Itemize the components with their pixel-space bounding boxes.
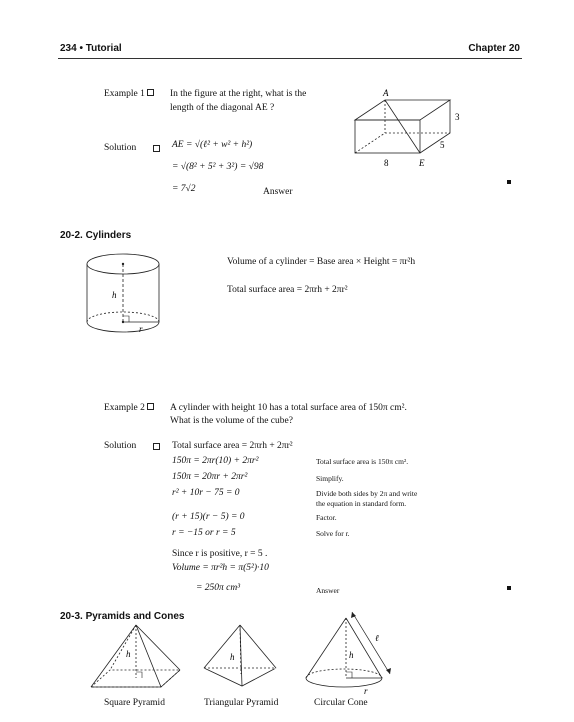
cylinder-volume-formula: Volume of a cylinder = Base area × Height = πr²h xyxy=(227,257,416,267)
example2-note2: Simplify. xyxy=(316,474,344,483)
header-right: Chapter 20 xyxy=(468,43,520,54)
section-title-pyramids-cones: 20-3. Pyramids and Cones xyxy=(60,611,185,622)
example2-question-1: A cylinder with height 10 has a total surface area of 150π cm². xyxy=(170,403,407,413)
box-icon xyxy=(153,145,160,152)
caption-square-pyramid: Square Pyramid xyxy=(104,698,165,708)
label-height: 3 xyxy=(455,112,460,122)
example1-step1: AE = √(ℓ² + w² + h²) xyxy=(172,140,253,150)
label-r: r xyxy=(364,686,368,696)
example2-note5: Solve for r. xyxy=(316,529,350,538)
example2-note1: Total surface area is 150π cm². xyxy=(316,457,409,466)
caption-circular-cone: Circular Cone xyxy=(314,698,368,708)
label-A: A xyxy=(383,88,389,98)
example1-question-1: In the figure at the right, what is the xyxy=(170,89,307,99)
box-icon xyxy=(153,443,160,450)
rectangular-box-figure xyxy=(350,88,460,178)
example2-question-2: What is the volume of the cube? xyxy=(170,416,293,426)
label-h: h xyxy=(112,290,117,300)
example2-line5: (r + 15)(r − 5) = 0 xyxy=(172,512,245,522)
example2-line6: r = −15 or r = 5 xyxy=(172,528,236,538)
label-h: h xyxy=(126,649,131,659)
example2-line2: 150π = 2πr(10) + 2πr² xyxy=(172,456,259,466)
label-h: h xyxy=(230,652,235,662)
example1-answer: Answer xyxy=(263,187,293,197)
example2-note4: Factor. xyxy=(316,513,337,522)
example2-line3: 150π = 20πr + 2πr² xyxy=(172,472,248,482)
example2-solution-label: Solution xyxy=(104,441,137,451)
example1-step2: = √(8² + 5² + 3²) = √98 xyxy=(172,162,264,172)
section-title-cylinders: 20-2. Cylinders xyxy=(60,230,132,241)
label-width: 5 xyxy=(440,140,445,150)
example2-note3a: Divide both sides by 2π and write xyxy=(316,489,418,498)
cylinder-surface-formula: Total surface area = 2πrh + 2πr² xyxy=(227,285,348,295)
label-E: E xyxy=(419,158,425,168)
example2-line4: r² + 10r − 75 = 0 xyxy=(172,488,240,498)
example1-question-2: length of the diagonal AE ? xyxy=(170,103,275,113)
circular-cone-figure xyxy=(302,608,397,696)
example1-label: Example 1 xyxy=(104,88,154,100)
label-h: h xyxy=(349,650,354,660)
end-mark-icon xyxy=(507,180,511,184)
label-length: 8 xyxy=(384,158,389,168)
example2-line9: = 250π cm³ xyxy=(196,583,241,593)
label-r: r xyxy=(139,324,143,334)
example2-label: Example 2 xyxy=(104,402,154,414)
example2-note3b: the equation in standard form. xyxy=(316,499,407,508)
caption-triangular-pyramid: Triangular Pyramid xyxy=(204,698,279,708)
example2-line1: Total surface area = 2πrh + 2πr² xyxy=(172,441,293,451)
example2-line8: Volume = πr²h = π(5²)·10 xyxy=(172,563,269,573)
example1-step3: = 7√2 xyxy=(172,184,196,194)
header-left: 234 • Tutorial xyxy=(60,43,122,54)
box-icon xyxy=(147,403,154,410)
square-pyramid-figure xyxy=(88,622,188,692)
cylinder-figure xyxy=(84,250,164,340)
example2-answer: Answer xyxy=(316,586,340,595)
example1-solution-label: Solution xyxy=(104,143,137,153)
label-slant: ℓ xyxy=(375,633,379,643)
triangular-pyramid-figure xyxy=(200,622,280,692)
end-mark-icon xyxy=(507,586,511,590)
box-icon xyxy=(147,89,154,96)
example2-line7: Since r is positive, r = 5 . xyxy=(172,549,268,559)
header-rule xyxy=(58,58,522,59)
